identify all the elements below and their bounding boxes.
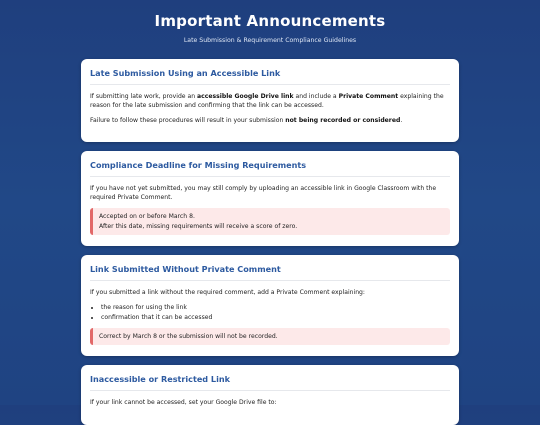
alert-line: After this date, missing requirements will receive a score of zero. bbox=[99, 222, 298, 230]
card-paragraph: If your link cannot be accessed, set your Google Drive file to: bbox=[90, 399, 277, 406]
alert-line: Accepted on or before March 8. bbox=[99, 213, 195, 221]
card-link-without-comment bbox=[81, 255, 459, 356]
card-title: Late Submission Using an Accessible Link bbox=[90, 68, 450, 85]
card-title: Compliance Deadline for Missing Requirements bbox=[90, 160, 450, 177]
card-inaccessible-link bbox=[81, 365, 459, 425]
correction-alert bbox=[90, 328, 450, 345]
bold-text: Private Comment bbox=[338, 93, 399, 100]
list-item: • the reason for using the link bbox=[101, 303, 450, 312]
page-title: Important Announcements bbox=[154, 12, 386, 30]
text-run: Failure to follow these procedures will result in your submission bbox=[90, 117, 286, 125]
card-paragraph bbox=[90, 92, 450, 110]
text-run: . bbox=[400, 117, 403, 125]
text-run: explaining the reason for the late submission and confirming that the link can be accessed. bbox=[90, 93, 444, 110]
card-paragraph: If you have not yet submitted, you may still comply by uploading an accessible link in Google Classroom with the required Private Comment. bbox=[90, 185, 437, 202]
card-title: Inaccessible or Restricted Link bbox=[90, 374, 450, 391]
card-paragraph: If you submitted a link without the required comment, add a Private Comment explaining: bbox=[90, 289, 365, 296]
text-run: and include a bbox=[293, 93, 339, 100]
alert-line: Correct by March 8 or the submission will not be recorded. bbox=[99, 333, 278, 341]
card-compliance-deadline bbox=[81, 151, 459, 246]
page-subtitle: Late Submission & Requirement Compliance Guidelines bbox=[183, 37, 357, 44]
card-late-submission bbox=[81, 59, 459, 142]
bold-text: not being recorded or considered bbox=[285, 117, 401, 125]
card-title: Link Submitted Without Private Comment bbox=[90, 264, 450, 281]
card-paragraph bbox=[90, 116, 450, 125]
bold-text: accessible Google Drive link bbox=[197, 93, 294, 100]
list-item: • confirmation that it can be accessed bbox=[101, 313, 450, 322]
requirements-list bbox=[90, 303, 450, 322]
text-run: If submitting late work, provide an bbox=[90, 93, 198, 100]
deadline-alert bbox=[90, 208, 450, 234]
